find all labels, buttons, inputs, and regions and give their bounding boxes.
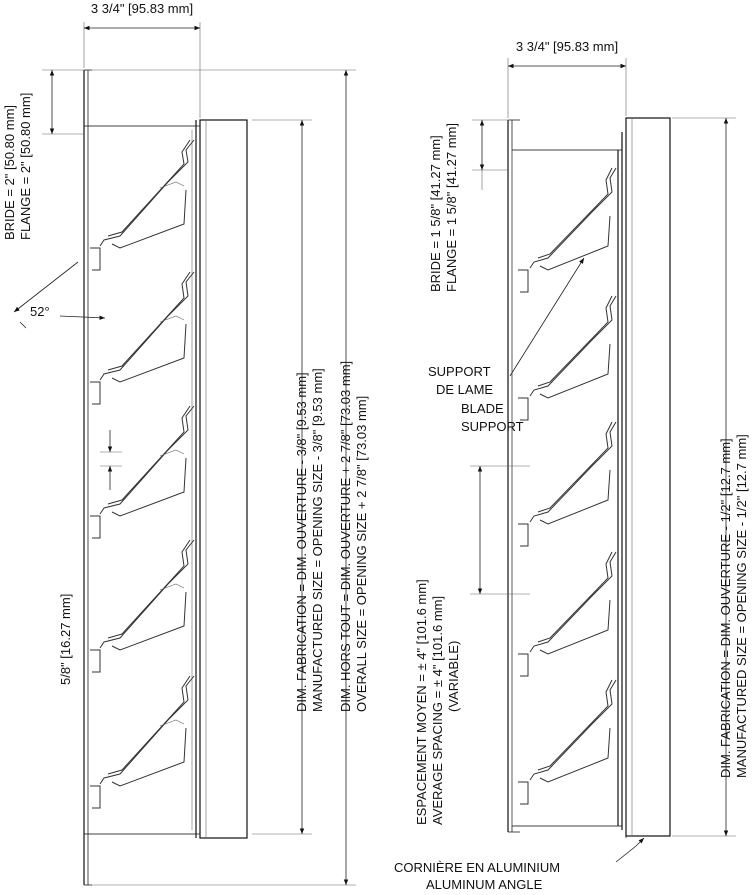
right-flange-label-en: FLANGE = 1 5/8" [41.27 mm] bbox=[444, 123, 459, 292]
left-angle-dimension bbox=[14, 262, 105, 328]
left-aluminum-angle bbox=[200, 120, 247, 838]
right-spacing-dimension bbox=[414, 466, 530, 825]
right-width-dimension bbox=[508, 39, 626, 118]
right-blade bbox=[518, 422, 616, 546]
aluminum-angle-label-fr: CORNIÈRE EN ALUMINIUM bbox=[394, 860, 561, 875]
blade-support-label-fr-1: SUPPORT bbox=[428, 364, 491, 379]
right-spacing-label-en: AVERAGE SPACING = ± 4" [101.6 mm] bbox=[430, 595, 445, 825]
right-aluminum-angle bbox=[626, 118, 670, 836]
left-blade-gap-label: 5/8" [16.27 mm] bbox=[58, 593, 73, 685]
aluminum-angle-callout bbox=[394, 838, 644, 892]
left-blade bbox=[90, 272, 194, 404]
right-manufactured-dimension bbox=[672, 118, 749, 836]
right-manufactured-label-fr: DIM. FABRICATION = DIM. OUVERTURE - 1/2" [12.7 mm] bbox=[718, 438, 733, 778]
left-flange-dimension bbox=[2, 70, 84, 240]
right-blade bbox=[518, 168, 616, 292]
left-blades bbox=[90, 140, 194, 808]
left-blade bbox=[90, 140, 194, 270]
left-width-label: 3 3/4" [95.83 mm] bbox=[90, 1, 194, 16]
blade-support-label-en-2: SUPPORT bbox=[461, 419, 524, 434]
left-louver bbox=[2, 1, 369, 885]
right-blade bbox=[518, 296, 616, 420]
left-manufactured-label-fr: DIM. FABRICATION = DIM. OUVERTURE - 3/8" [9.53 mm] bbox=[294, 372, 309, 712]
right-louver bbox=[394, 39, 749, 892]
left-louver-frame bbox=[84, 70, 247, 885]
right-spacing-label-fr: ESPACEMENT MOYEN = ± 4" [101.6 mm] bbox=[414, 579, 429, 825]
right-spacing-note: (VARIABLE) bbox=[446, 640, 461, 712]
left-flange-label-en: FLANGE = 2" [50.80 mm] bbox=[18, 92, 33, 240]
right-blade bbox=[518, 680, 616, 804]
left-blade bbox=[90, 540, 194, 672]
right-louver-frame bbox=[508, 118, 670, 838]
blade-support-label-fr-2: DE LAME bbox=[436, 382, 494, 397]
left-blade bbox=[90, 406, 194, 538]
aluminum-angle-label-en: ALUMINUM ANGLE bbox=[426, 877, 543, 892]
left-overall-label-fr: DIM. HORS TOUT = DIM. OUVERTURE + 2 7/8" [73.03 mm] bbox=[338, 360, 353, 712]
left-angle-label: 52° bbox=[30, 304, 50, 319]
right-blade bbox=[518, 552, 616, 676]
left-width-dimension bbox=[84, 1, 200, 118]
left-overall-dimension bbox=[92, 70, 369, 885]
left-blade bbox=[90, 676, 194, 808]
left-manufactured-dimension bbox=[252, 120, 325, 834]
blade-support-label-en-1: BLADE bbox=[461, 401, 504, 416]
right-flange-dimension bbox=[428, 120, 508, 292]
right-manufactured-label-en: MANUFACTURED SIZE = OPENING SIZE - 1/2" [12.7 mm] bbox=[734, 434, 749, 778]
right-blades bbox=[518, 168, 616, 804]
right-width-label: 3 3/4" [95.83 mm] bbox=[515, 39, 619, 54]
left-flange-label-fr: BRIDE = 2" [50.80 mm] bbox=[2, 104, 17, 240]
right-flange-label-fr: BRIDE = 1 5/8" [41.27 mm] bbox=[428, 135, 443, 292]
left-overall-label-en: OVERALL SIZE = OPENING SIZE + 2 7/8" [73.03 mm] bbox=[354, 395, 369, 712]
left-manufactured-label-en: MANUFACTURED SIZE = OPENING SIZE - 3/8" [9.53 mm] bbox=[310, 368, 325, 712]
